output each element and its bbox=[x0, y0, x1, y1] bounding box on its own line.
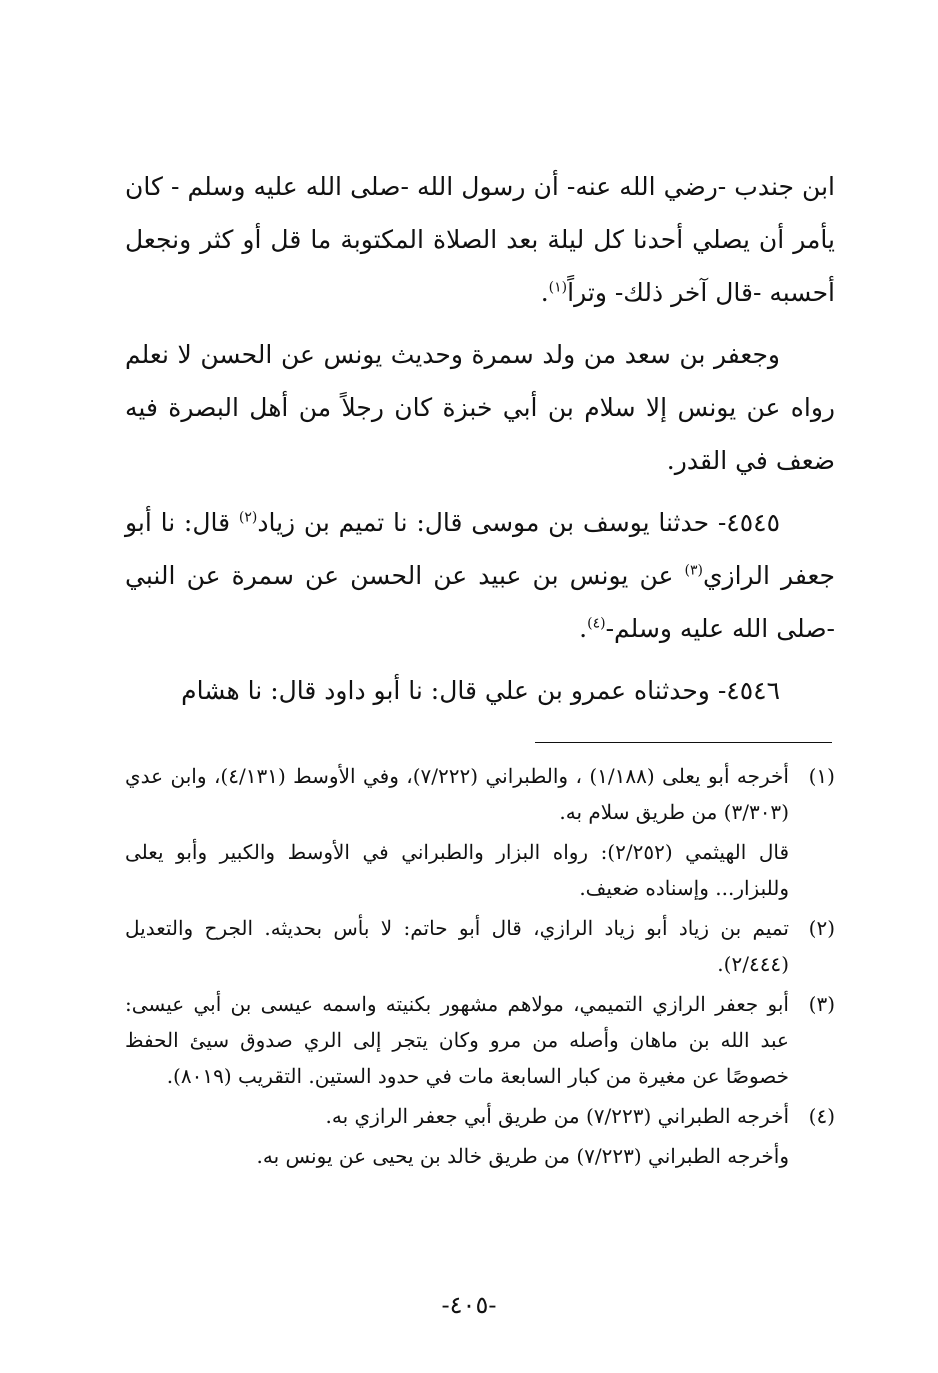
footnote-1-text: أخرجه أبو يعلى (١/١٨٨) ، والطبراني (٧/٢٢٢)، وفي الأوسط (٤/١٣١)، وابن عدي (٣/٣٠٣) من طريق سلام به. bbox=[125, 764, 789, 824]
footnote-4-number: (٤) bbox=[808, 1104, 835, 1128]
footnote-3-text: أبو جعفر الرازي التميمي، مولاهم مشهور بكنيته واسمه عيسى بن أبي عيسى: عبد الله بن ماهان وأصله من مرو وكان يتجر إلى الري صدوق سيئ الحفظ خصوصًا عن مغيرة من كبار السابعة مات في حدود الستين. التقريب (٨٠١٩). bbox=[125, 992, 789, 1088]
hadith-4545-part-b: قال: نا أبو جعفر الرازي bbox=[125, 508, 835, 590]
footnote-4 bbox=[125, 1098, 835, 1134]
footnote-1-continuation: قال الهيثمي (٢/٢٥٢): رواه البزار والطبراني في الأوسط والكبير وأبو يعلى وللبزار... وإسناده ضعيف. bbox=[125, 840, 790, 900]
paragraph-hadith-4546: ٤٥٤٦- وحدثناه عمرو بن علي قال: نا أبو داود قال: نا هشام bbox=[181, 676, 780, 705]
footnote-ref-1: (١) bbox=[548, 279, 568, 296]
footnote-4-text: أخرجه الطبراني (٧/٢٢٣) من طريق أبي جعفر الرازي به. bbox=[325, 1104, 789, 1128]
paragraph-commentary: وجعفر بن سعد من ولد سمرة وحديث يونس عن الحسن لا نعلم رواه عن يونس إلا سلام بن أبي خبزة كان رجلاً من أهل البصرة فيه ضعف في القدر. bbox=[125, 340, 835, 475]
footnote-4-continuation: وأخرجه الطبراني (٧/٢٢٣) من طريق خالد بن يحيى عن يونس به. bbox=[256, 1144, 789, 1168]
footnote-divider bbox=[535, 742, 832, 743]
footnote-ref-4: (٤) bbox=[587, 615, 606, 632]
footnote-1-number: (١) bbox=[808, 764, 835, 788]
footnote-2-text: تميم بن زياد أبو زياد الرازي، قال أبو حاتم: لا بأس بحديثه. الجرح والتعديل (٢/٤٤٤). bbox=[125, 916, 789, 976]
hadith-4545-part-c: عن يونس بن عبيد عن الحسن عن سمرة عن النبي -صلى الله عليه وسلم- bbox=[125, 561, 835, 643]
footnote-1 bbox=[125, 758, 835, 830]
footnote-2-number: (٢) bbox=[808, 916, 835, 940]
page-number: -٤٠٥- bbox=[441, 1291, 497, 1319]
footnotes bbox=[125, 758, 835, 1178]
footnote-3 bbox=[125, 986, 835, 1094]
paragraph-hadith-text bbox=[125, 160, 835, 319]
paragraph-1-end: . bbox=[540, 278, 549, 307]
footnote-3-number: (٣) bbox=[808, 992, 835, 1016]
footnote-2 bbox=[125, 910, 835, 982]
footnote-ref-2: (٢) bbox=[238, 509, 258, 526]
main-text bbox=[125, 160, 835, 726]
paragraph-1-text: ابن جندب -رضي الله عنه- أن رسول الله -صلى الله عليه وسلم - كان يأمر أن يصلي أحدنا كل ليلة بعد الصلاة المكتوبة ما قل أو كثر ونجعل أحسبه -قال آخر ذلك- وتراً bbox=[125, 172, 835, 307]
paragraph-hadith-4545 bbox=[125, 496, 835, 655]
hadith-4545-part-a: ٤٥٤٥- حدثنا يوسف بن موسى قال: نا تميم بن زياد bbox=[257, 508, 780, 537]
hadith-4545-end: . bbox=[579, 614, 588, 643]
footnote-ref-3: (٣) bbox=[684, 562, 703, 579]
